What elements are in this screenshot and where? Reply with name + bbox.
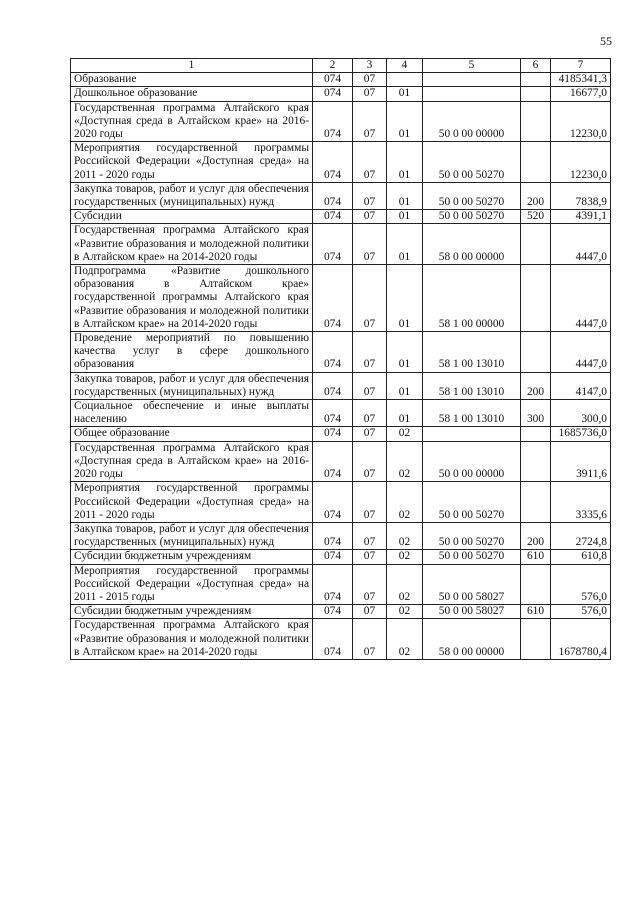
row-subsection-cell: 01	[387, 332, 423, 373]
row-section-cell: 07	[353, 142, 387, 183]
row-subsection-cell: 01	[387, 182, 423, 209]
header-col-1: 1	[71, 59, 313, 73]
row-amount-cell: 4447,0	[551, 332, 611, 373]
table-row	[71, 142, 611, 183]
row-name-cell: Закупка товаров, работ и услуг для обеспечения государственных (муниципальных) нужд	[71, 182, 313, 209]
row-amount-cell: 300,0	[551, 400, 611, 427]
row-section-cell: 07	[353, 482, 387, 523]
row-type-cell: 520	[521, 210, 551, 224]
row-name-cell: Субсидии бюджетным учреждениям	[71, 605, 313, 619]
row-amount-cell: 12230,0	[551, 142, 611, 183]
row-type-cell: 300	[521, 400, 551, 427]
table-row	[71, 73, 611, 87]
table-row	[71, 332, 611, 373]
table-row	[71, 427, 611, 441]
row-type-cell	[521, 564, 551, 605]
row-section-cell: 07	[353, 182, 387, 209]
row-amount-cell: 16677,0	[551, 87, 611, 101]
row-subsection-cell: 01	[387, 265, 423, 332]
table-row	[71, 210, 611, 224]
row-section-cell: 07	[353, 87, 387, 101]
row-name-cell: Дошкольное образование	[71, 87, 313, 101]
row-ministry-cell: 074	[313, 564, 353, 605]
row-subsection-cell: 02	[387, 605, 423, 619]
row-target-cell: 50 0 00 50270	[423, 142, 521, 183]
row-target-cell: 50 0 00 00000	[423, 101, 521, 142]
row-target-cell	[423, 427, 521, 441]
table-row	[71, 101, 611, 142]
row-section-cell: 07	[353, 210, 387, 224]
table-row	[71, 564, 611, 605]
row-ministry-cell: 074	[313, 427, 353, 441]
row-ministry-cell: 074	[313, 87, 353, 101]
row-subsection-cell: 01	[387, 142, 423, 183]
row-amount-cell: 4391,1	[551, 210, 611, 224]
row-subsection-cell: 01	[387, 101, 423, 142]
row-ministry-cell: 074	[313, 142, 353, 183]
table-row	[71, 182, 611, 209]
row-type-cell: 610	[521, 550, 551, 564]
table-row	[71, 441, 611, 482]
row-name-cell: Государственная программа Алтайского края «Развитие образования и молодежной политики в Алтайском крае» на 2014-2020 годы	[71, 619, 313, 660]
row-name-cell: Государственная программа Алтайского края «Доступная среда в Алтайском крае» на 2016-2020 годы	[71, 101, 313, 142]
header-row	[71, 59, 611, 73]
row-amount-cell: 576,0	[551, 564, 611, 605]
row-target-cell: 58 1 00 13010	[423, 400, 521, 427]
row-type-cell	[521, 142, 551, 183]
row-subsection-cell: 02	[387, 441, 423, 482]
budget-table	[70, 58, 611, 660]
row-section-cell: 07	[353, 564, 387, 605]
row-ministry-cell: 074	[313, 332, 353, 373]
row-name-cell: Субсидии бюджетным учреждениям	[71, 550, 313, 564]
row-type-cell	[521, 224, 551, 265]
row-name-cell: Государственная программа Алтайского края «Доступная среда в Алтайском крае» на 2016-2020 годы	[71, 441, 313, 482]
row-name-cell: Государственная программа Алтайского края «Развитие образования и молодежной политики в Алтайском крае» на 2014-2020 годы	[71, 224, 313, 265]
row-type-cell	[521, 332, 551, 373]
row-name-cell: Проведение мероприятий по повышению качества услуг в сфере дошкольного образования	[71, 332, 313, 373]
row-name-cell: Мероприятия государственной программы Российской Федерации «Доступная среда» на 2011 - 2015 годы	[71, 564, 313, 605]
row-name-cell: Общее образование	[71, 427, 313, 441]
row-subsection-cell: 02	[387, 482, 423, 523]
row-type-cell	[521, 441, 551, 482]
header-col-3: 3	[353, 59, 387, 73]
row-section-cell: 07	[353, 224, 387, 265]
row-target-cell: 50 0 00 50270	[423, 522, 521, 549]
header-col-2: 2	[313, 59, 353, 73]
table-row	[71, 619, 611, 660]
row-amount-cell: 4447,0	[551, 224, 611, 265]
row-name-cell: Мероприятия государственной программы Российской Федерации «Доступная среда» на 2011 - 2020 годы	[71, 142, 313, 183]
table-row	[71, 605, 611, 619]
header-col-6: 6	[521, 59, 551, 73]
row-section-cell: 07	[353, 332, 387, 373]
row-section-cell: 07	[353, 101, 387, 142]
row-target-cell: 50 0 00 50270	[423, 482, 521, 523]
row-subsection-cell: 01	[387, 400, 423, 427]
row-target-cell: 58 1 00 00000	[423, 265, 521, 332]
row-subsection-cell: 02	[387, 427, 423, 441]
row-type-cell	[521, 101, 551, 142]
row-ministry-cell: 074	[313, 550, 353, 564]
row-type-cell	[521, 73, 551, 87]
row-subsection-cell: 02	[387, 522, 423, 549]
row-ministry-cell: 074	[313, 482, 353, 523]
page-number: 55	[600, 34, 612, 48]
row-target-cell: 50 0 00 50270	[423, 182, 521, 209]
row-amount-cell: 1685736,0	[551, 427, 611, 441]
header-col-7: 7	[551, 59, 611, 73]
row-section-cell: 07	[353, 400, 387, 427]
row-section-cell: 07	[353, 522, 387, 549]
row-section-cell: 07	[353, 605, 387, 619]
row-ministry-cell: 074	[313, 372, 353, 399]
row-amount-cell: 610,8	[551, 550, 611, 564]
row-ministry-cell: 074	[313, 224, 353, 265]
table-row	[71, 550, 611, 564]
table-row	[71, 87, 611, 101]
row-section-cell: 07	[353, 550, 387, 564]
row-ministry-cell: 074	[313, 522, 353, 549]
row-target-cell: 58 1 00 13010	[423, 332, 521, 373]
row-target-cell	[423, 87, 521, 101]
row-type-cell: 200	[521, 372, 551, 399]
row-amount-cell: 4147,0	[551, 372, 611, 399]
row-target-cell	[423, 73, 521, 87]
row-subsection-cell: 01	[387, 224, 423, 265]
header-col-5: 5	[423, 59, 521, 73]
row-ministry-cell: 074	[313, 73, 353, 87]
row-subsection-cell	[387, 73, 423, 87]
row-section-cell: 07	[353, 73, 387, 87]
row-type-cell	[521, 87, 551, 101]
row-name-cell: Социальное обеспечение и иные выплаты населению	[71, 400, 313, 427]
row-amount-cell: 7838,9	[551, 182, 611, 209]
row-type-cell	[521, 265, 551, 332]
row-name-cell: Образование	[71, 73, 313, 87]
table-row	[71, 482, 611, 523]
row-target-cell: 50 0 00 50270	[423, 550, 521, 564]
row-ministry-cell: 074	[313, 619, 353, 660]
row-subsection-cell: 01	[387, 87, 423, 101]
table-row	[71, 372, 611, 399]
row-section-cell: 07	[353, 441, 387, 482]
row-target-cell: 58 1 00 13010	[423, 372, 521, 399]
row-ministry-cell: 074	[313, 400, 353, 427]
row-ministry-cell: 074	[313, 182, 353, 209]
row-type-cell	[521, 427, 551, 441]
table-row	[71, 522, 611, 549]
row-type-cell: 200	[521, 522, 551, 549]
row-ministry-cell: 074	[313, 441, 353, 482]
row-name-cell: Мероприятия государственной программы Российской Федерации «Доступная среда» на 2011 - 2020 годы	[71, 482, 313, 523]
row-subsection-cell: 01	[387, 372, 423, 399]
row-subsection-cell: 01	[387, 210, 423, 224]
row-amount-cell: 2724,8	[551, 522, 611, 549]
table-row	[71, 224, 611, 265]
row-type-cell: 610	[521, 605, 551, 619]
row-type-cell	[521, 482, 551, 523]
row-name-cell: Закупка товаров, работ и услуг для обеспечения государственных (муниципальных) нужд	[71, 372, 313, 399]
row-amount-cell: 3911,6	[551, 441, 611, 482]
row-amount-cell: 4185341,3	[551, 73, 611, 87]
row-ministry-cell: 074	[313, 101, 353, 142]
table-row	[71, 400, 611, 427]
row-name-cell: Подпрограмма «Развитие дошкольного образования в Алтайском крае» государственной программы Алтайского края «Развитие образования и молодежной политики в Алтайском крае» на 2014-2020 годы	[71, 265, 313, 332]
row-target-cell: 58 0 00 00000	[423, 224, 521, 265]
row-name-cell: Закупка товаров, работ и услуг для обеспечения государственных (муниципальных) нужд	[71, 522, 313, 549]
row-subsection-cell: 02	[387, 619, 423, 660]
row-ministry-cell: 074	[313, 605, 353, 619]
row-target-cell: 50 0 00 00000	[423, 441, 521, 482]
row-type-cell: 200	[521, 182, 551, 209]
row-section-cell: 07	[353, 372, 387, 399]
table-row	[71, 265, 611, 332]
row-ministry-cell: 074	[313, 210, 353, 224]
header-col-4: 4	[387, 59, 423, 73]
row-target-cell: 50 0 00 58027	[423, 564, 521, 605]
row-target-cell: 50 0 00 50270	[423, 210, 521, 224]
row-target-cell: 50 0 00 58027	[423, 605, 521, 619]
row-amount-cell: 1678780,4	[551, 619, 611, 660]
row-target-cell: 58 0 00 00000	[423, 619, 521, 660]
row-section-cell: 07	[353, 619, 387, 660]
row-amount-cell: 4447,0	[551, 265, 611, 332]
row-amount-cell: 576,0	[551, 605, 611, 619]
row-amount-cell: 12230,0	[551, 101, 611, 142]
row-section-cell: 07	[353, 265, 387, 332]
row-name-cell: Субсидии	[71, 210, 313, 224]
row-subsection-cell: 02	[387, 550, 423, 564]
row-type-cell	[521, 619, 551, 660]
row-section-cell: 07	[353, 427, 387, 441]
row-subsection-cell: 02	[387, 564, 423, 605]
row-ministry-cell: 074	[313, 265, 353, 332]
row-amount-cell: 3335,6	[551, 482, 611, 523]
